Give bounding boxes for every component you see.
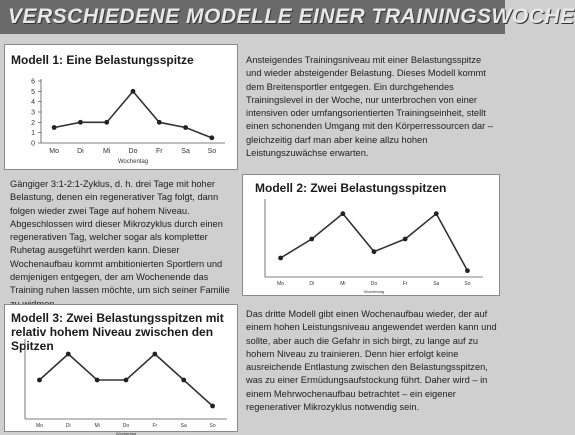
y-tick-label: 3 <box>31 109 35 117</box>
x-tick-label: Mi <box>103 148 111 155</box>
model1-description: Ansteigendes Trainingsniveau mit einer Belastungsspitze und wieder absteigender Belastung. Dieses Modell kommt dem Breitensportler entgegen. Ein durchgehendes Trainingslevel in der Woche, nur unterbrochen von einer intensiven oder umfangsorientierten Trainingseinheit, stellt einen schonenden Umgang mit den Körperressourcen dar – gleichzeitig darf man aber keine allzu hohen Leistungszuwächse erwarten. <box>246 55 494 159</box>
data-point <box>124 378 129 383</box>
data-point <box>209 135 214 140</box>
y-tick-label: 2 <box>31 119 35 127</box>
data-point <box>278 256 283 261</box>
series-line <box>54 91 212 138</box>
y-tick-label: 1 <box>31 130 35 138</box>
data-point <box>403 237 408 242</box>
y-tick-label: 0 <box>31 140 35 148</box>
data-point <box>434 211 439 216</box>
data-point <box>152 352 157 357</box>
x-tick-label: Fr <box>155 148 163 155</box>
data-point <box>37 378 42 383</box>
x-tick-label: Do <box>370 281 378 287</box>
x-tick-label: Mo <box>35 423 43 429</box>
x-tick-label: Do <box>128 148 138 155</box>
y-tick-label: 5 <box>31 88 35 96</box>
data-point <box>95 378 100 383</box>
title-banner <box>0 0 575 34</box>
x-tick-label: Mi <box>340 281 346 287</box>
x-tick-label: So <box>207 148 217 155</box>
data-point <box>52 125 57 130</box>
x-tick-label: Di <box>309 281 315 287</box>
model3-description: Das dritte Modell gibt einen Wochenaufbau wieder, der auf einem hohen Leistungsniveau angewendet werden kann und sollte, aber auch die Gefahr in sich birgt, zu lange auf zu hohem Niveau zu trainieren. Denn hier erfolgt keine ausreichende Entlastung zwischen den Belastungsspitzen, was zu einer Ermüdungsaufstockung führt. Daher wird – in einem Mehrwochenaufbau betrachtet – ein eigener regenerativer Mikrozyklus notwendig sein. <box>246 309 497 413</box>
y-tick-label: 6 <box>31 78 35 86</box>
data-point <box>157 120 162 125</box>
model1-title: Modell 1: Eine Belastungsspitze <box>11 53 194 67</box>
data-point <box>181 378 186 383</box>
data-point <box>78 120 83 125</box>
model2-panel <box>242 174 500 296</box>
y-tick-label: 4 <box>31 99 35 107</box>
model3-panel <box>4 304 238 435</box>
x-axis-label: Wochentag <box>363 289 385 294</box>
page-title: VERSCHIEDENE MODELLE EINER TRAININGSWOCHE <box>8 5 575 28</box>
x-tick-label: Do <box>122 423 130 429</box>
data-point <box>131 89 136 94</box>
model3-title: Modell 3: Zwei Belastungsspitzen mit relativ hohem Niveau zwischen den Spitzen <box>11 311 224 353</box>
model3-chart <box>5 305 237 435</box>
data-point <box>210 404 215 409</box>
data-point <box>465 268 470 273</box>
model2-title: Modell 2: Zwei Belastungsspitzen <box>255 181 447 195</box>
x-tick-label: Mi <box>94 423 100 429</box>
model2-description: Gängiger 3:1-2:1-Zyklus, d. h. drei Tage mit hoher Belastung, denen ein regenerativer Tag folgt, dann folgen wieder zwei Tage auf hohem Niveau. Abgeschlossen wird dieser Mikrozyklus durch einen regenerativen Tag, welcher sogar als kompletter Ruhetag ausgeführt werden kann. Dieser Wochenaufbau kommt ambitionierten Sportlern und demjenigen entgegen, der am Wochenende das Training ruhen lassen möchte, um sich seiner Familie <box>10 179 230 296</box>
data-point <box>183 125 188 130</box>
series-line <box>281 214 468 271</box>
x-tick-label: Sa <box>433 281 440 287</box>
x-tick-label: Di <box>65 423 71 429</box>
model2-chart <box>243 175 499 295</box>
x-tick-label: Fr <box>402 281 408 287</box>
x-tick-label: Fr <box>152 423 158 429</box>
x-tick-label: Di <box>77 148 84 155</box>
x-tick-label: Sa <box>181 148 190 155</box>
data-point <box>372 249 377 254</box>
x-tick-label: So <box>464 281 471 287</box>
x-tick-label: Sa <box>180 423 187 429</box>
x-axis-label: Wochentag <box>115 431 137 435</box>
x-tick-label: Mo <box>49 148 60 155</box>
x-tick-label: So <box>209 423 216 429</box>
data-point <box>66 352 71 357</box>
x-axis-label: Wochentag <box>117 159 149 165</box>
model1-chart <box>5 45 237 169</box>
data-point <box>309 237 314 242</box>
model1-panel <box>4 44 238 170</box>
data-point <box>340 211 345 216</box>
data-point <box>104 120 109 125</box>
x-tick-label: Mo <box>277 281 285 287</box>
